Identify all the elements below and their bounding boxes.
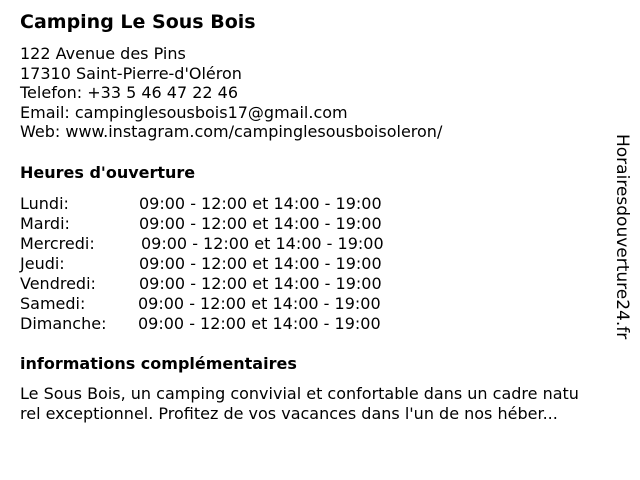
info-line-1: Le Sous Bois, un camping convivial et confortable dans un cadre natu bbox=[20, 384, 579, 403]
web-line: Web: www.instagram.com/campinglesousboisoleron/ bbox=[20, 122, 443, 141]
time-range: 09:00 - 12:00 et 14:00 - 19:00 bbox=[138, 294, 381, 313]
info-line-2: rel exceptionnel. Profitez de vos vacances dans l'un de nos héber... bbox=[20, 404, 558, 423]
email-line: Email: campinglesousbois17@gmail.com bbox=[20, 102, 348, 122]
day-label: Lundi: bbox=[20, 194, 69, 213]
day-label: Jeudi: bbox=[20, 254, 65, 273]
contact-block bbox=[20, 44, 442, 142]
time-range: 09:00 - 12:00 et 14:00 - 19:00 bbox=[141, 234, 384, 253]
info-heading: informations complémentaires bbox=[20, 354, 297, 373]
day-label: Dimanche: bbox=[20, 314, 107, 333]
day-label: Mardi: bbox=[20, 214, 70, 233]
address-city: 17310 Saint-Pierre-d'Oléron bbox=[20, 63, 242, 83]
hours-heading: Heures d'ouverture bbox=[20, 163, 196, 182]
watermark-text: Horairesdouverture24.fr bbox=[612, 134, 632, 340]
phone-line: Telefon: +33 5 46 47 22 46 bbox=[20, 83, 239, 102]
site-watermark bbox=[610, 134, 636, 370]
business-name: Camping Le Sous Bois bbox=[20, 11, 256, 33]
time-range: 09:00 - 12:00 et 14:00 - 19:00 bbox=[138, 314, 381, 333]
time-range: 09:00 - 12:00 et 14:00 - 19:00 bbox=[139, 214, 382, 233]
day-label: Vendredi: bbox=[20, 274, 96, 293]
time-range: 09:00 - 12:00 et 14:00 - 19:00 bbox=[139, 194, 382, 213]
time-range: 09:00 - 12:00 et 14:00 - 19:00 bbox=[139, 274, 382, 293]
day-label: Samedi: bbox=[20, 294, 86, 313]
info-description bbox=[20, 384, 579, 424]
day-label: Mercredi: bbox=[20, 234, 95, 253]
time-range: 09:00 - 12:00 et 14:00 - 19:00 bbox=[139, 254, 382, 273]
address-street: 122 Avenue des Pins bbox=[20, 44, 186, 63]
